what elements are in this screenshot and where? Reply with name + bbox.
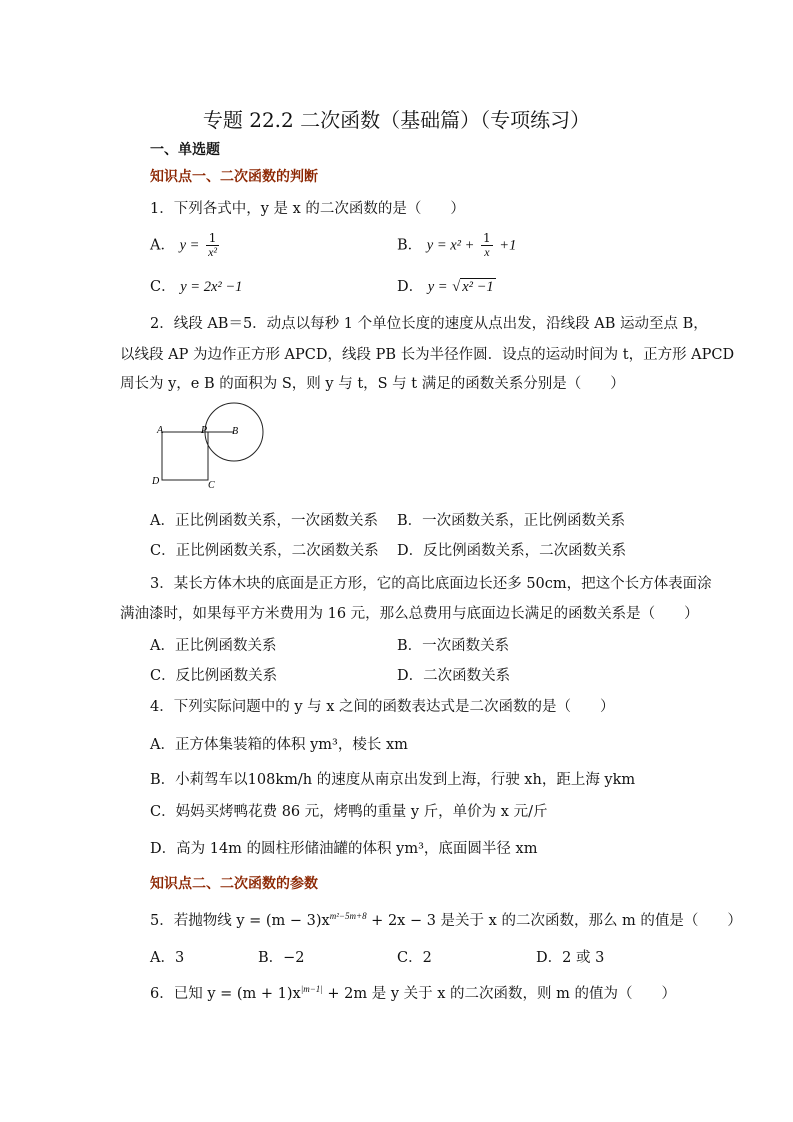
q1-option-b: B． y = x² + $\frac{1}{x}$ +1 [397,231,517,259]
label-a: A [157,425,164,436]
q5-option-a: A．3 [150,950,185,966]
q5-option-c: C．2 [397,950,432,966]
q3-line-1: 3．某长方体木块的底面是正方形，它的高比底面边长还多 50cm，把这个长方体表面涂 [150,576,712,592]
q2-option-d: D．反比例函数关系，二次函数关系 [397,543,627,559]
q4-stem: 4．下列实际问题中的 y 与 x 之间的函数表达式是二次函数的是（ ） [150,699,615,715]
q1-option-d: D． y = √ x² −1 [397,279,494,295]
q2-option-a: A．正比例函数关系，一次函数关系 [150,513,378,529]
q2-line-3: 周长为 y，e B 的面积为 S，则 y 与 t，S 与 t 满足的函数关系分别是（ ） [120,376,625,392]
q2-line-1: 2．线段 AB＝5．动点以每秒 1 个单位长度的速度从点出发，沿线段 AB 运动至点 B， [150,316,708,332]
q3-option-b: B．一次函数关系 [397,638,510,654]
q2-line-2: 以线段 AP 为边作正方形 APCD，线段 PB 长为半径作圆．设点的运动时间为 t，正方形 APCD [120,347,735,363]
q5-option-d: D．2 或 3 [536,950,605,966]
q1-stem: 1．下列各式中，y 是 x 的二次函数的是（ ） [150,201,465,217]
label-b: B [232,426,239,437]
q2-figure [148,400,273,495]
q2-option-b: B．一次函数关系，正比例函数关系 [397,513,626,529]
q4-option-a: A．正方体集装箱的体积 ym³，棱长 xm [150,737,408,753]
q4-option-c: C．妈妈买烤鸭花费 86 元，烤鸭的重量 y 斤，单价为 x 元/斤 [150,804,548,820]
q2-option-c: C．正比例函数关系，二次函数关系 [150,543,379,559]
label-c: C [208,480,215,491]
q6-stem: 6．已知 $y = (m + 1)x^{|m-1|} + 2m$ 是 y 关于 x 的二次函数，则 m 的值为（ ） [150,984,676,1002]
page-title: 专题 22.2 二次函数（基础篇）（专项练习） [202,108,591,132]
q1-option-c: C． y = 2x² −1 [150,279,243,295]
q5-option-b: B．−2 [258,950,305,966]
square-apcd [162,432,208,480]
knowledge-point-2: 知识点二、二次函数的参数 [150,876,318,892]
q3-option-d: D．二次函数关系 [397,668,511,684]
q3-line-2: 满油漆时，如果每平方米费用为 16 元，那么总费用与底面边长满足的函数关系是（ ） [120,606,699,622]
q5-stem: 5．若抛物线 $y = (m - 3)x^{m^2-5m+8} + 2x - 3$ 是关于 x 的二次函数，那么 m 的值是（ ） [150,911,742,929]
q3-option-a: A．正比例函数关系 [150,638,277,654]
label-d: D [152,476,160,487]
q3-option-c: C．反比例函数关系 [150,668,278,684]
section-heading: 一、单选题 [150,142,220,158]
knowledge-point-1: 知识点一、二次函数的判断 [150,169,318,185]
label-p: P [201,425,208,436]
q1-option-a: A． y = $\frac{1}{\text{x²}}$ [150,231,217,259]
q4-option-b: B．小莉驾车以108km/h 的速度从南京出发到上海，行驶 xh，距上海 ykm [150,772,636,788]
q4-option-d: D．高为 14m 的圆柱形储油罐的体积 ym³，底面圆半径 xm [150,841,538,857]
